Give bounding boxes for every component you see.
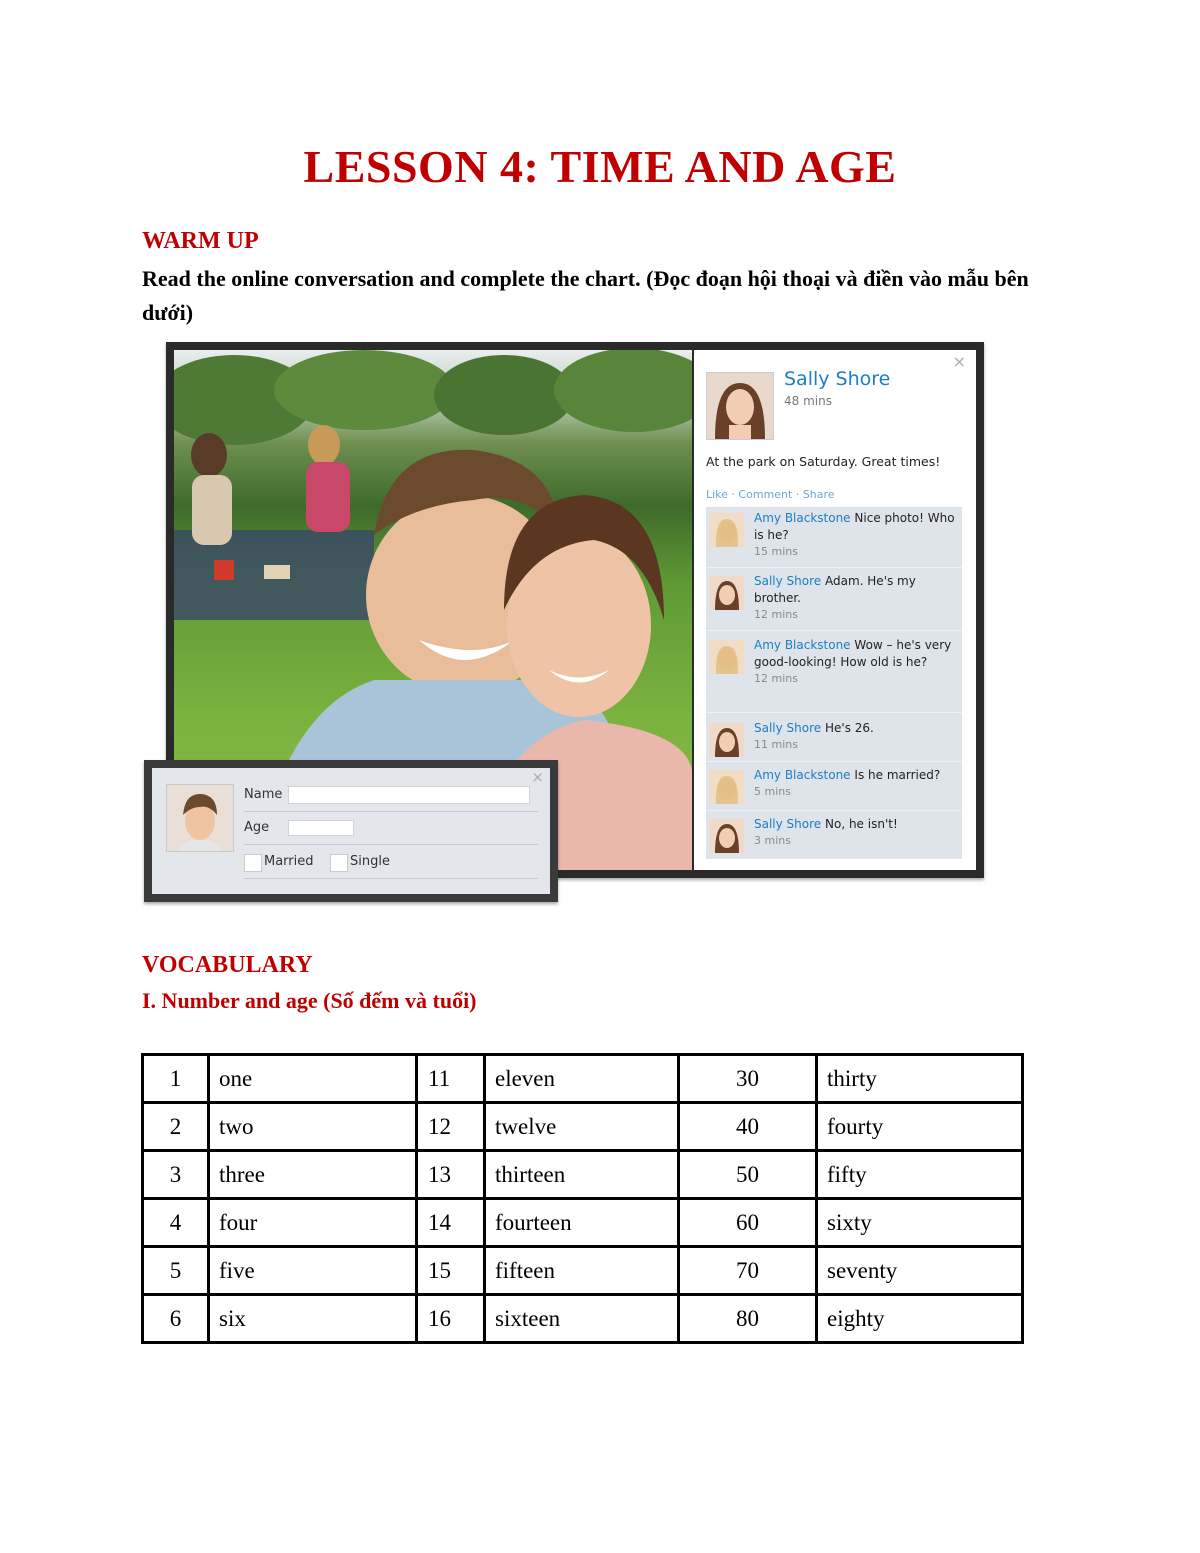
number-cell: 3 <box>143 1151 209 1199</box>
number-cell: 1 <box>143 1055 209 1103</box>
warm-up-heading: WARM UP <box>142 228 259 254</box>
comment-item <box>706 507 962 568</box>
social-feed <box>694 350 976 870</box>
commenter-avatar <box>710 770 744 804</box>
commenter-avatar <box>710 513 744 547</box>
word-cell: thirty <box>817 1055 1023 1103</box>
word-cell: three <box>209 1151 417 1199</box>
comment-item <box>706 570 962 631</box>
comment-item <box>706 764 962 811</box>
number-cell: 70 <box>679 1247 817 1295</box>
single-label: Single <box>350 854 390 869</box>
table-row <box>143 1295 1023 1343</box>
post-text: At the park on Saturday. Great times! <box>706 454 941 469</box>
number-cell: 11 <box>417 1055 485 1103</box>
number-cell: 80 <box>679 1295 817 1343</box>
number-cell: 60 <box>679 1199 817 1247</box>
number-cell: 4 <box>143 1199 209 1247</box>
profile-close-icon[interactable]: × <box>531 768 544 786</box>
comment-time: 12 mins <box>754 672 798 685</box>
comment-text: No, he isn't! <box>825 817 898 831</box>
number-cell: 15 <box>417 1247 485 1295</box>
number-cell: 16 <box>417 1295 485 1343</box>
comment-text: Adam. He's my brother. <box>754 574 916 605</box>
comment-item <box>706 634 962 713</box>
form-divider <box>244 844 538 845</box>
commenter-avatar <box>710 723 744 757</box>
comment-time: 11 mins <box>754 738 798 751</box>
profile-form-card <box>144 760 558 902</box>
word-cell: five <box>209 1247 417 1295</box>
age-label: Age <box>244 820 270 835</box>
married-checkbox[interactable] <box>244 854 262 872</box>
table-row <box>143 1247 1023 1295</box>
number-cell: 6 <box>143 1295 209 1343</box>
word-cell: one <box>209 1055 417 1103</box>
table-row <box>143 1151 1023 1199</box>
word-cell: four <box>209 1199 417 1247</box>
commenter-name[interactable]: Amy Blackstone <box>754 511 851 525</box>
poster-name[interactable]: Sally Shore <box>784 368 891 390</box>
word-cell: sixteen <box>485 1295 679 1343</box>
word-cell: six <box>209 1295 417 1343</box>
word-cell: seventy <box>817 1247 1023 1295</box>
feed-close-icon[interactable]: × <box>952 352 966 371</box>
word-cell: fifteen <box>485 1247 679 1295</box>
word-cell: sixty <box>817 1199 1023 1247</box>
number-cell: 13 <box>417 1151 485 1199</box>
table-row <box>143 1199 1023 1247</box>
commenter-name[interactable]: Sally Shore <box>754 817 822 831</box>
word-cell: thirteen <box>485 1151 679 1199</box>
post-time: 48 mins <box>784 394 832 408</box>
age-input[interactable] <box>288 820 354 836</box>
comment-text: Wow – he's very good-looking! How old is he? <box>754 638 952 669</box>
word-cell: fifty <box>817 1151 1023 1199</box>
commenter-name[interactable]: Sally Shore <box>754 721 822 735</box>
married-label: Married <box>264 854 314 869</box>
comment-item <box>706 717 962 762</box>
commenter-name[interactable]: Amy Blackstone <box>754 768 851 782</box>
commenter-name[interactable]: Amy Blackstone <box>754 638 851 652</box>
warm-up-instruction: Read the online conversation and complete the chart. (Đọc đoạn hội thoại và điền vào mẫu bên dưới) <box>142 266 1029 325</box>
name-input[interactable] <box>288 786 530 804</box>
commenter-avatar <box>710 640 744 674</box>
comment-time: 5 mins <box>754 785 791 798</box>
profile-photo-image <box>167 785 233 851</box>
post-actions-links[interactable]: Like · Comment · Share <box>706 488 835 501</box>
number-cell: 40 <box>679 1103 817 1151</box>
comment-time: 3 mins <box>754 834 791 847</box>
vocabulary-subheading: I. Number and age (Số đếm và tuổi) <box>142 988 477 1013</box>
word-cell: eighty <box>817 1295 1023 1343</box>
number-cell: 2 <box>143 1103 209 1151</box>
comment-text: He's 26. <box>825 721 874 735</box>
word-cell: two <box>209 1103 417 1151</box>
comment-text: Nice photo! Who is he? <box>754 511 955 542</box>
number-cell: 5 <box>143 1247 209 1295</box>
form-divider <box>244 878 538 879</box>
word-cell: eleven <box>485 1055 679 1103</box>
single-checkbox[interactable] <box>330 854 348 872</box>
comment-time: 12 mins <box>754 608 798 621</box>
social-post-figure <box>166 342 986 906</box>
comment-time: 15 mins <box>754 545 798 558</box>
table-row <box>143 1103 1023 1151</box>
profile-form <box>152 768 550 894</box>
name-label: Name <box>244 787 283 802</box>
poster-avatar <box>706 372 774 440</box>
comments-list <box>706 507 962 859</box>
number-cell: 30 <box>679 1055 817 1103</box>
commenter-avatar <box>710 819 744 853</box>
comment-item <box>706 813 962 859</box>
commenter-avatar <box>710 576 744 610</box>
vocabulary-heading: VOCABULARY <box>142 952 313 978</box>
page-title: LESSON 4: TIME AND AGE <box>303 141 897 192</box>
word-cell: twelve <box>485 1103 679 1151</box>
word-cell: fourteen <box>485 1199 679 1247</box>
number-table <box>141 1053 1024 1344</box>
number-cell: 14 <box>417 1199 485 1247</box>
commenter-name[interactable]: Sally Shore <box>754 574 822 588</box>
poster-avatar-image <box>707 373 773 439</box>
word-cell: fourty <box>817 1103 1023 1151</box>
number-cell: 12 <box>417 1103 485 1151</box>
table-row <box>143 1055 1023 1103</box>
form-divider <box>244 811 538 812</box>
comment-text: Is he married? <box>854 768 941 782</box>
profile-photo <box>166 784 234 852</box>
number-cell: 50 <box>679 1151 817 1199</box>
